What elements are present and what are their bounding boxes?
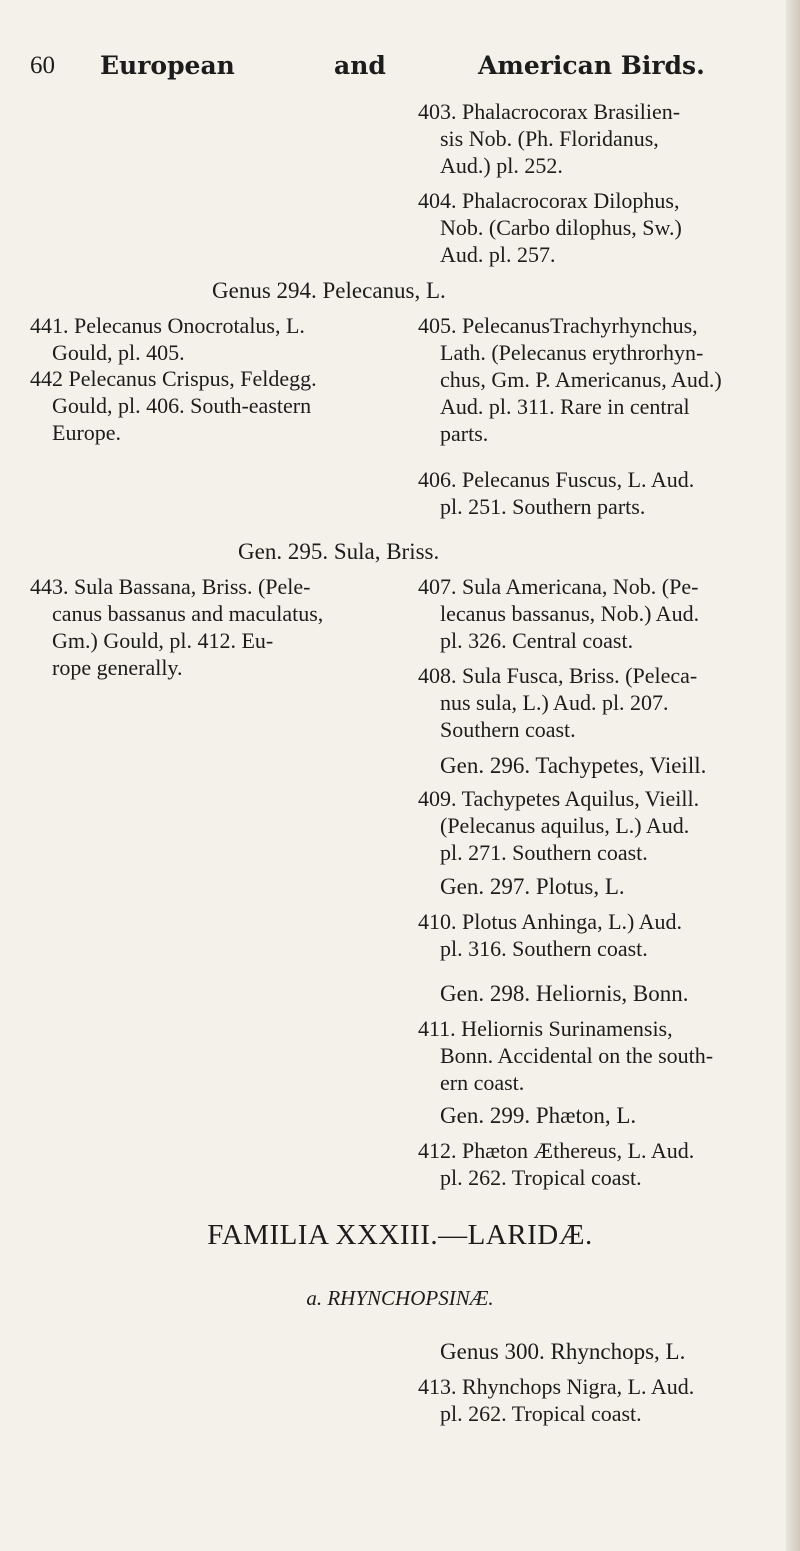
page-edge-shadow (786, 0, 800, 1551)
entry-405: 405. PelecanusTrachyrhynchus, Lath. (Pelecanus erythrorhyn- chus, Gm. P. Americanus, Aud.) Aud. pl. 311. Rare in central parts. (418, 313, 722, 446)
entry-443: 443. Sula Bassana, Briss. (Pele- canus bassanus and maculatus, Gm.) Gould, pl. 412. Eu- rope generally. (30, 574, 324, 680)
genus-300-heading: Genus 300. Rhynchops, L. (440, 1339, 686, 1364)
entry-441: 441. Pelecanus Onocrotalus, L. Gould, pl. 405. (30, 313, 305, 365)
genus-294-heading: Genus 294. Pelecanus, L. (212, 278, 446, 303)
header-right-words: American Birds. (478, 51, 705, 80)
page-number: 60 (30, 52, 55, 79)
header-middle-word: and (334, 51, 386, 80)
entry-404: 404. Phalacrocorax Dilophus, Nob. (Carbo dilophus, Sw.) Aud. pl. 257. (418, 188, 682, 267)
header-left-word: European (100, 51, 235, 80)
family-heading: FAMILIA XXXIII.—LARIDÆ. (207, 1219, 593, 1251)
genus-299-heading: Gen. 299. Phæton, L. (440, 1103, 637, 1128)
entry-403: 403. Phalacrocorax Brasilien- sis Nob. (Ph. Floridanus, Aud.) pl. 252. (418, 99, 681, 178)
genus-296-heading: Gen. 296. Tachypetes, Vieill. (440, 753, 707, 778)
entry-407: 407. Sula Americana, Nob. (Pe- lecanus bassanus, Nob.) Aud. pl. 326. Central coast. (418, 574, 700, 653)
genus-297-heading: Gen. 297. Plotus, L. (440, 874, 625, 899)
entry-442: 442 Pelecanus Crispus, Feldegg. Gould, pl. 406. South-eastern Europe. (30, 366, 317, 445)
entry-413: 413. Rhynchops Nigra, L. Aud. pl. 262. Tropical coast. (418, 1374, 695, 1426)
entry-411: 411. Heliornis Surinamensis, Bonn. Accidental on the south- ern coast. (418, 1016, 714, 1095)
genus-295-heading: Gen. 295. Sula, Briss. (238, 539, 440, 564)
entry-406: 406. Pelecanus Fuscus, L. Aud. pl. 251. Southern parts. (418, 467, 695, 519)
entry-410: 410. Plotus Anhinga, L.) Aud. pl. 316. Southern coast. (418, 909, 683, 961)
entry-408: 408. Sula Fusca, Briss. (Peleca- nus sula, L.) Aud. pl. 207. Southern coast. (418, 663, 698, 742)
genus-298-heading: Gen. 298. Heliornis, Bonn. (440, 981, 689, 1006)
subfamily-heading: a. RHYNCHOPSINÆ. (306, 1286, 494, 1310)
entry-412: 412. Phæton Æthereus, L. Aud. pl. 262. Tropical coast. (418, 1138, 695, 1190)
entry-409: 409. Tachypetes Aquilus, Vieill. (Pelecanus aquilus, L.) Aud. pl. 271. Southern coast. (418, 786, 700, 865)
